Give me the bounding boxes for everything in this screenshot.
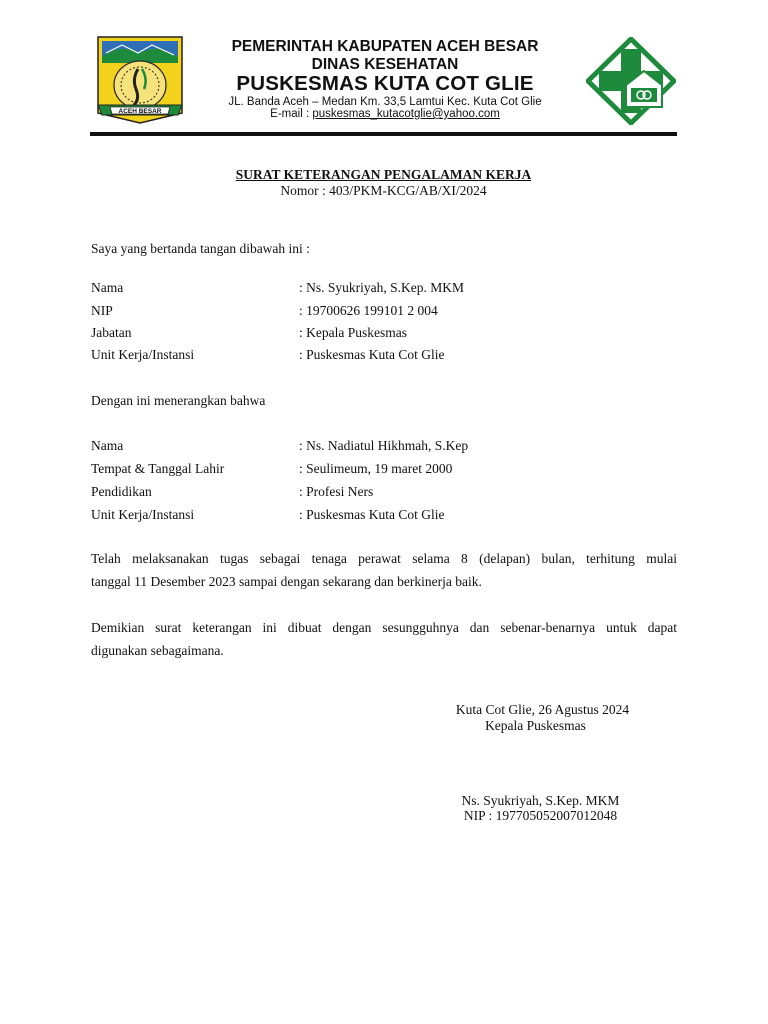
signature-nip: NIP : 197705052007012048 bbox=[463, 808, 618, 823]
signer-position-value: : Kepala Puskesmas bbox=[299, 325, 407, 340]
puskesmas-logo bbox=[586, 37, 676, 125]
work-period-paragraph bbox=[91, 547, 677, 593]
subject-education-value: : Profesi Ners bbox=[299, 484, 374, 499]
email-label: E-mail : bbox=[270, 108, 313, 120]
signer-unit-label: Unit Kerja/Instansi bbox=[91, 347, 195, 362]
subject-unit-label: Unit Kerja/Instansi bbox=[91, 507, 195, 522]
signer-nip-label: NIP bbox=[91, 303, 113, 318]
signature-position: Kepala Puskesmas bbox=[485, 718, 586, 733]
letter-title bbox=[90, 167, 677, 183]
closing-paragraph bbox=[91, 616, 677, 662]
subject-unit-value: : Puskesmas Kuta Cot Glie bbox=[299, 507, 445, 522]
aceh-besar-emblem bbox=[92, 33, 188, 125]
kop-institution: PUSKESMAS KUTA COT GLIE bbox=[236, 72, 534, 95]
subject-birth-value: : Seulimeum, 19 maret 2000 bbox=[299, 461, 453, 476]
kop-government: PEMERINTAH KABUPATEN ACEH BESAR bbox=[231, 38, 539, 55]
paragraph2-line2: digunakan sebagaimana. bbox=[91, 643, 224, 658]
signer-unit-value: : Puskesmas Kuta Cot Glie bbox=[299, 347, 445, 362]
paragraph1-line1: Telah melaksanakan tugas sebagai tenaga perawat selama 8 (delapan) bulan, terhitung mulai bbox=[91, 551, 677, 566]
kop-address: JL. Banda Aceh – Medan Km. 33,5 Lamtui Kec. Kuta Cot Glie bbox=[228, 96, 542, 108]
paragraph1-line2: tanggal 11 Desember 2023 sampai dengan sekarang dan berkinerja baik. bbox=[91, 574, 482, 589]
letter-number: Nomor : 403/PKM-KCG/AB/XI/2024 bbox=[280, 183, 487, 198]
paragraph2-line1: Demikian surat keterangan ini dibuat dengan sesungguhnya dan sebenar-benarnya untuk dapat bbox=[91, 620, 677, 635]
intro-text: Saya yang bertanda tangan dibawah ini : bbox=[91, 241, 310, 256]
signer-position-label: Jabatan bbox=[91, 325, 132, 340]
subject-name-value: : Ns. Nadiatul Hikhmah, S.Kep bbox=[299, 438, 469, 453]
letter-title-text: SURAT KETERANGAN PENGALAMAN KERJA bbox=[235, 167, 532, 182]
kop-department: DINAS KESEHATAN bbox=[311, 56, 459, 73]
signature-place-date: Kuta Cot Glie, 26 Agustus 2024 bbox=[455, 702, 630, 717]
statement-text: Dengan ini menerangkan bahwa bbox=[91, 393, 266, 408]
kop-email-line bbox=[200, 108, 570, 120]
subject-name-label: Nama bbox=[91, 438, 124, 453]
signer-name-value: : Ns. Syukriyah, S.Kep. MKM bbox=[299, 280, 465, 295]
subject-birth-label: Tempat & Tanggal Lahir bbox=[91, 461, 225, 476]
signature-name: Ns. Syukriyah, S.Kep. MKM bbox=[461, 793, 620, 808]
signer-nip-value: : 19700626 199101 2 004 bbox=[299, 303, 438, 318]
signer-name-label: Nama bbox=[91, 280, 124, 295]
letterhead-divider bbox=[90, 132, 677, 136]
subject-education-label: Pendidikan bbox=[91, 484, 152, 499]
email-link[interactable]: puskesmas_kutacotglie@yahoo.com bbox=[312, 108, 500, 120]
emblem-text: ACEH BESAR bbox=[118, 108, 162, 115]
